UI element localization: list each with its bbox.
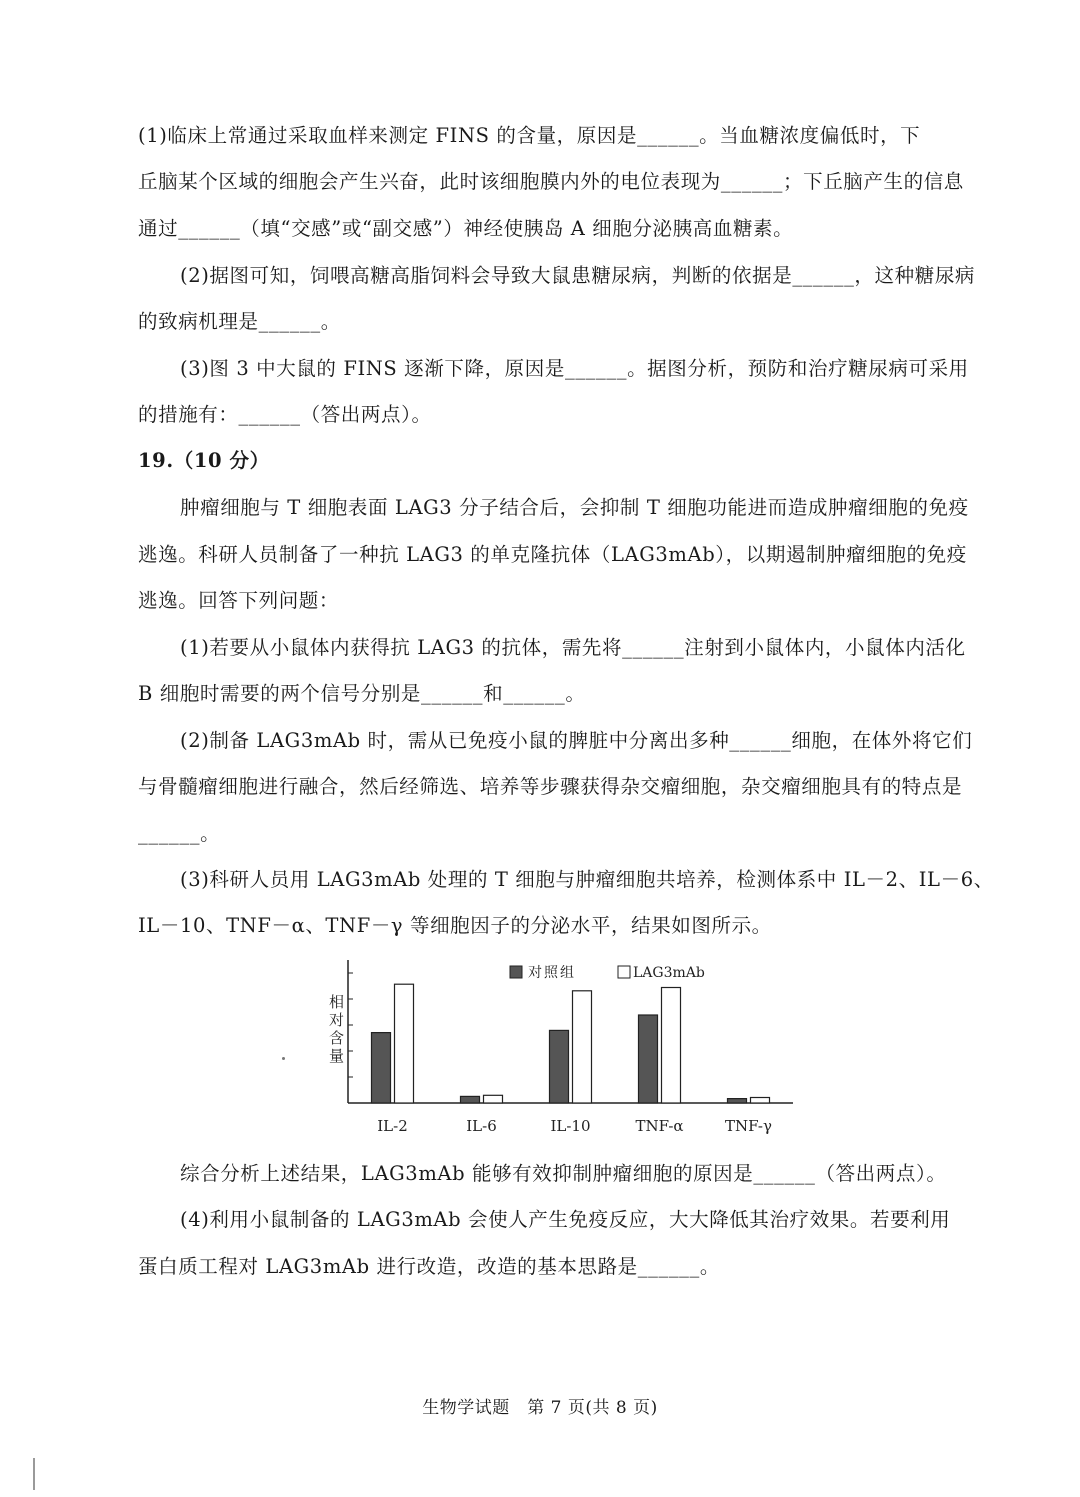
x-tick-label: IL-10 bbox=[550, 1117, 591, 1135]
cytokine-bar-chart bbox=[300, 950, 820, 1150]
bar-control-tnf bbox=[728, 1099, 747, 1103]
legend-swatch-lag3mab bbox=[618, 966, 630, 978]
bar-lag3mab-il2 bbox=[395, 984, 414, 1103]
question-19-heading: 19.（10 分） bbox=[138, 449, 270, 472]
bar-control-tnf bbox=[639, 1015, 658, 1103]
legend-swatch-control bbox=[510, 966, 522, 978]
y-axis-label: 相对含量 bbox=[327, 994, 345, 1066]
q19-stem-line3: 逃逸。回答下列问题： bbox=[138, 589, 340, 612]
q19-2-line1: (2)制备 LAG3mAb 时，需从已免疫小鼠的脾脏中分离出多种______细胞，在体外将它们 bbox=[180, 729, 973, 752]
q18-2-line2: 的致病机理是______。 bbox=[138, 310, 341, 333]
bar-control-il2 bbox=[372, 1033, 391, 1103]
x-tick-label: TNF-γ bbox=[725, 1117, 772, 1135]
bar-lag3mab-il10 bbox=[573, 991, 592, 1103]
q19-4-line2: 蛋白质工程对 LAG3mAb 进行改造，改造的基本思路是______。 bbox=[138, 1255, 720, 1278]
scan-edge-mark bbox=[33, 1458, 35, 1490]
q19-2-line2: 与骨髓瘤细胞进行融合，然后经筛选、培养等步骤获得杂交瘤细胞，杂交瘤细胞具有的特点是 bbox=[138, 775, 963, 798]
q18-3-line2: 的措施有：______（答出两点）。 bbox=[138, 403, 432, 426]
chart-x-tick-labels bbox=[377, 1117, 772, 1135]
q19-4-line1: (4)利用小鼠制备的 LAG3mAb 会使人产生免疫反应，大大降低其治疗效果。若要利用 bbox=[180, 1208, 951, 1231]
q18-1-line2: 丘脑某个区域的细胞会产生兴奋，此时该细胞膜内外的电位表现为______；下丘脑产生的信息 bbox=[138, 170, 964, 193]
x-tick-label: TNF-α bbox=[635, 1117, 684, 1135]
bar-lag3mab-tnf bbox=[751, 1098, 770, 1104]
chart-legend bbox=[510, 965, 705, 981]
x-tick-label: IL-6 bbox=[466, 1117, 497, 1135]
q18-2-line1: (2)据图可知，饲喂高糖高脂饲料会导致大鼠患糖尿病，判断的依据是______，这种糖尿病 bbox=[180, 264, 976, 287]
q19-1-line2: B 细胞时需要的两个信号分别是______和______。 bbox=[138, 682, 586, 705]
stray-dot bbox=[282, 1057, 285, 1060]
bar-lag3mab-il6 bbox=[484, 1095, 503, 1103]
q19-stem-line2: 逃逸。科研人员制备了一种抗 LAG3 的单克隆抗体（LAG3mAb），以期遏制肿瘤细胞的免疫 bbox=[138, 543, 967, 566]
bar-control-il10 bbox=[550, 1030, 569, 1103]
chart-bars bbox=[372, 984, 770, 1103]
legend-label-lag3mab: LAG3mAb bbox=[633, 965, 705, 981]
q18-3-line1: (3)图 3 中大鼠的 FINS 逐渐下降，原因是______。据图分析，预防和治疗糖尿病可采用 bbox=[180, 357, 969, 380]
q19-3-line2: IL－10、TNF－α、TNF－γ 等细胞因子的分泌水平，结果如图所示。 bbox=[138, 914, 772, 937]
q19-3-question: 综合分析上述结果，LAG3mAb 能够有效抑制肿瘤细胞的原因是______（答出两点）。 bbox=[180, 1162, 947, 1185]
q19-stem-line1: 肿瘤细胞与 T 细胞表面 LAG3 分子结合后，会抑制 T 细胞功能进而造成肿瘤细胞的免疫 bbox=[180, 496, 969, 519]
page-footer: 生物学试题 第 7 页(共 8 页) bbox=[422, 1398, 658, 1418]
q19-2-line3: ______。 bbox=[138, 822, 221, 845]
bar-control-il6 bbox=[461, 1096, 480, 1103]
bar-lag3mab-tnf bbox=[662, 988, 681, 1104]
chart-axes bbox=[348, 960, 793, 1103]
q19-1-line1: (1)若要从小鼠体内获得抗 LAG3 的抗体，需先将______注射到小鼠体内，小鼠体内活化 bbox=[180, 636, 966, 659]
legend-label-control: 对照组 bbox=[528, 965, 576, 981]
q19-3-line1: (3)科研人员用 LAG3mAb 处理的 T 细胞与肿瘤细胞共培养，检测体系中 IL－2、IL－6、 bbox=[180, 868, 994, 891]
q18-1-line1: (1)临床上常通过采取血样来测定 FINS 的含量，原因是______。当血糖浓度偏低时，下 bbox=[138, 124, 921, 147]
x-tick-label: IL-2 bbox=[377, 1117, 408, 1135]
q18-1-line3: 通过______（填“交感”或“副交感”）神经使胰岛 A 细胞分泌胰高血糖素。 bbox=[138, 217, 794, 240]
